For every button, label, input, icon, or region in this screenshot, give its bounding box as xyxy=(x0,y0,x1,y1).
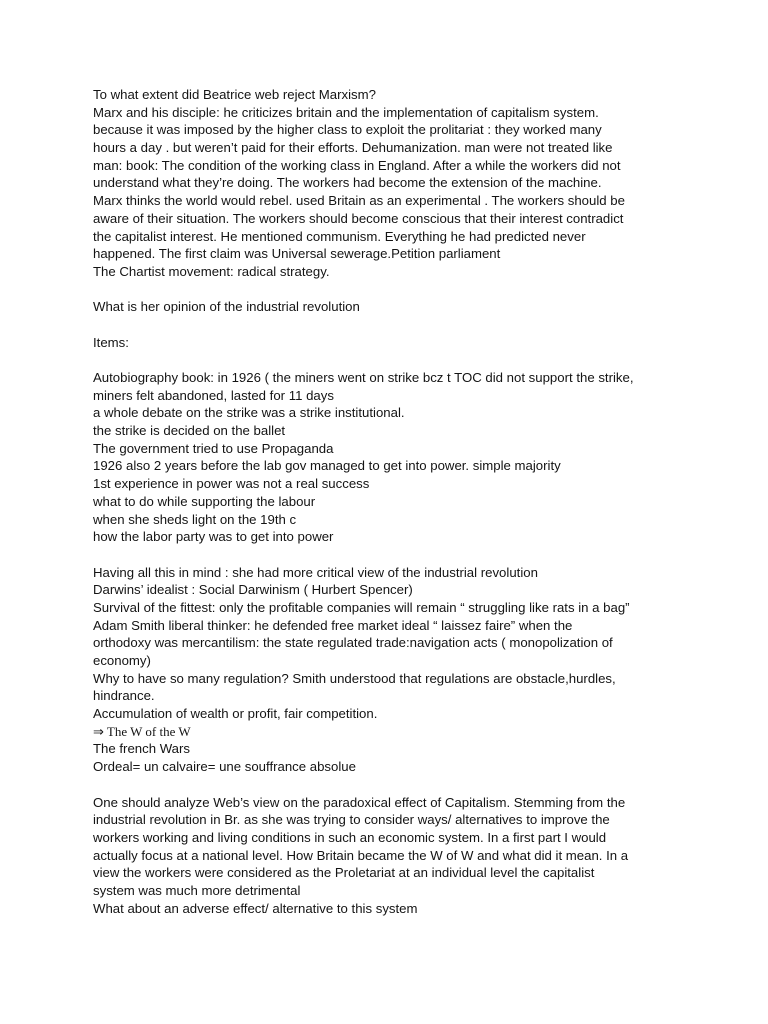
text-line: Darwins’ idealist : Social Darwinism ( Hurbert Spencer) xyxy=(93,582,413,598)
paragraph-gap xyxy=(93,351,693,369)
text-line: The french Wars xyxy=(93,741,190,757)
items-heading: Items: xyxy=(93,334,129,350)
text-line: aware of their situation. The workers should become conscious that their interest contradict xyxy=(93,210,624,226)
text-line: Accumulation of wealth or profit, fair competition. xyxy=(93,706,378,722)
text-line: understand what they’re doing. The workers had become the extension of the machine. xyxy=(93,175,602,191)
text-line: Survival of the fittest: only the profitable companies will remain “ struggling like rats in a bag” xyxy=(93,599,630,615)
text-line: how the labor party was to get into power xyxy=(93,529,334,545)
text-line: Marx thinks the world would rebel. used Britain as an experimental . The workers should be xyxy=(93,193,625,209)
text-line: Ordeal= un calvaire= une souffrance absolue xyxy=(93,759,356,775)
text-line: 1st experience in power was not a real success xyxy=(93,476,370,492)
paragraph-gap xyxy=(93,316,693,334)
text-line: The government tried to use Propaganda xyxy=(93,440,334,456)
arrow-note-line: ⇒ The W of the W xyxy=(93,723,191,739)
text-line: The Chartist movement: radical strategy. xyxy=(93,263,330,279)
text-line: 1926 also 2 years before the lab gov managed to get into power. simple majority xyxy=(93,458,561,474)
question-block xyxy=(93,86,693,281)
text-line: the strike is decided on the ballet xyxy=(93,423,286,439)
text-line: view the workers were considered as the Proletariat at an individual level the capitalist xyxy=(93,865,595,881)
text-line: Autobiography book: in 1926 ( the miners went on strike bcz t TOC did not support the strike, xyxy=(93,370,634,385)
text-line: Marx and his disciple: he criticizes britain and the implementation of capitalism system. xyxy=(93,104,599,120)
text-line: What about an adverse effect/ alternative to this system xyxy=(93,900,418,916)
text-line: hindrance. xyxy=(93,688,155,704)
heading-question: To what extent did Beatrice web reject Marxism? xyxy=(93,87,376,102)
analysis-block xyxy=(93,794,693,918)
items-heading-block xyxy=(93,334,693,352)
paragraph-gap xyxy=(93,281,693,299)
text-line: what to do while supporting the labour xyxy=(93,493,316,509)
text-line: because it was imposed by the higher class to exploit the prolitariat : they worked many xyxy=(93,122,602,138)
paragraph-gap xyxy=(93,776,693,794)
opinion-block xyxy=(93,298,693,316)
text-line: hours a day . but weren’t paid for their efforts. Dehumanization. man were not treated like xyxy=(93,140,613,156)
critical-view-block xyxy=(93,564,693,776)
text-line: man: book: The condition of the working class in England. After a while the workers did not xyxy=(93,157,621,173)
text-line: economy) xyxy=(93,653,151,668)
text-line: workers working and living conditions in such an economic system. In a first part I would xyxy=(93,829,607,845)
text-line: when she sheds light on the 19th c xyxy=(93,511,297,527)
text-line: the capitalist interest. He mentioned communism. Everything he had predicted never xyxy=(93,228,586,244)
text-line: orthodoxy was mercantilism: the state regulated trade:navigation acts ( monopolization of xyxy=(93,635,613,651)
document-page xyxy=(93,86,693,917)
text-line: Having all this in mind : she had more critical view of the industrial revolution xyxy=(93,564,538,580)
paragraph-gap xyxy=(93,546,693,564)
text-line: One should analyze Web’s view on the paradoxical effect of Capitalism. Stemming from the xyxy=(93,794,626,810)
text-line: a whole debate on the strike was a strike institutional. xyxy=(93,405,405,421)
text-line: system was much more detrimental xyxy=(93,882,301,898)
text-line: miners felt abandoned, lasted for 11 days xyxy=(93,387,334,403)
text-line: What is her opinion of the industrial revolution xyxy=(93,299,360,315)
text-line: Adam Smith liberal thinker: he defended free market ideal “ laissez faire” when the xyxy=(93,617,573,633)
text-line: happened. The first claim was Universal sewerage.Petition parliament xyxy=(93,246,501,262)
text-line: Why to have so many regulation? Smith understood that regulations are obstacle,hurdles, xyxy=(93,670,616,686)
text-line: actually focus at a national level. How Britain became the W of W and what did it mean. In a xyxy=(93,847,629,863)
text-line: industrial revolution in Br. as she was trying to consider ways/ alternatives to improve the xyxy=(93,812,610,828)
autobiography-block xyxy=(93,369,693,546)
